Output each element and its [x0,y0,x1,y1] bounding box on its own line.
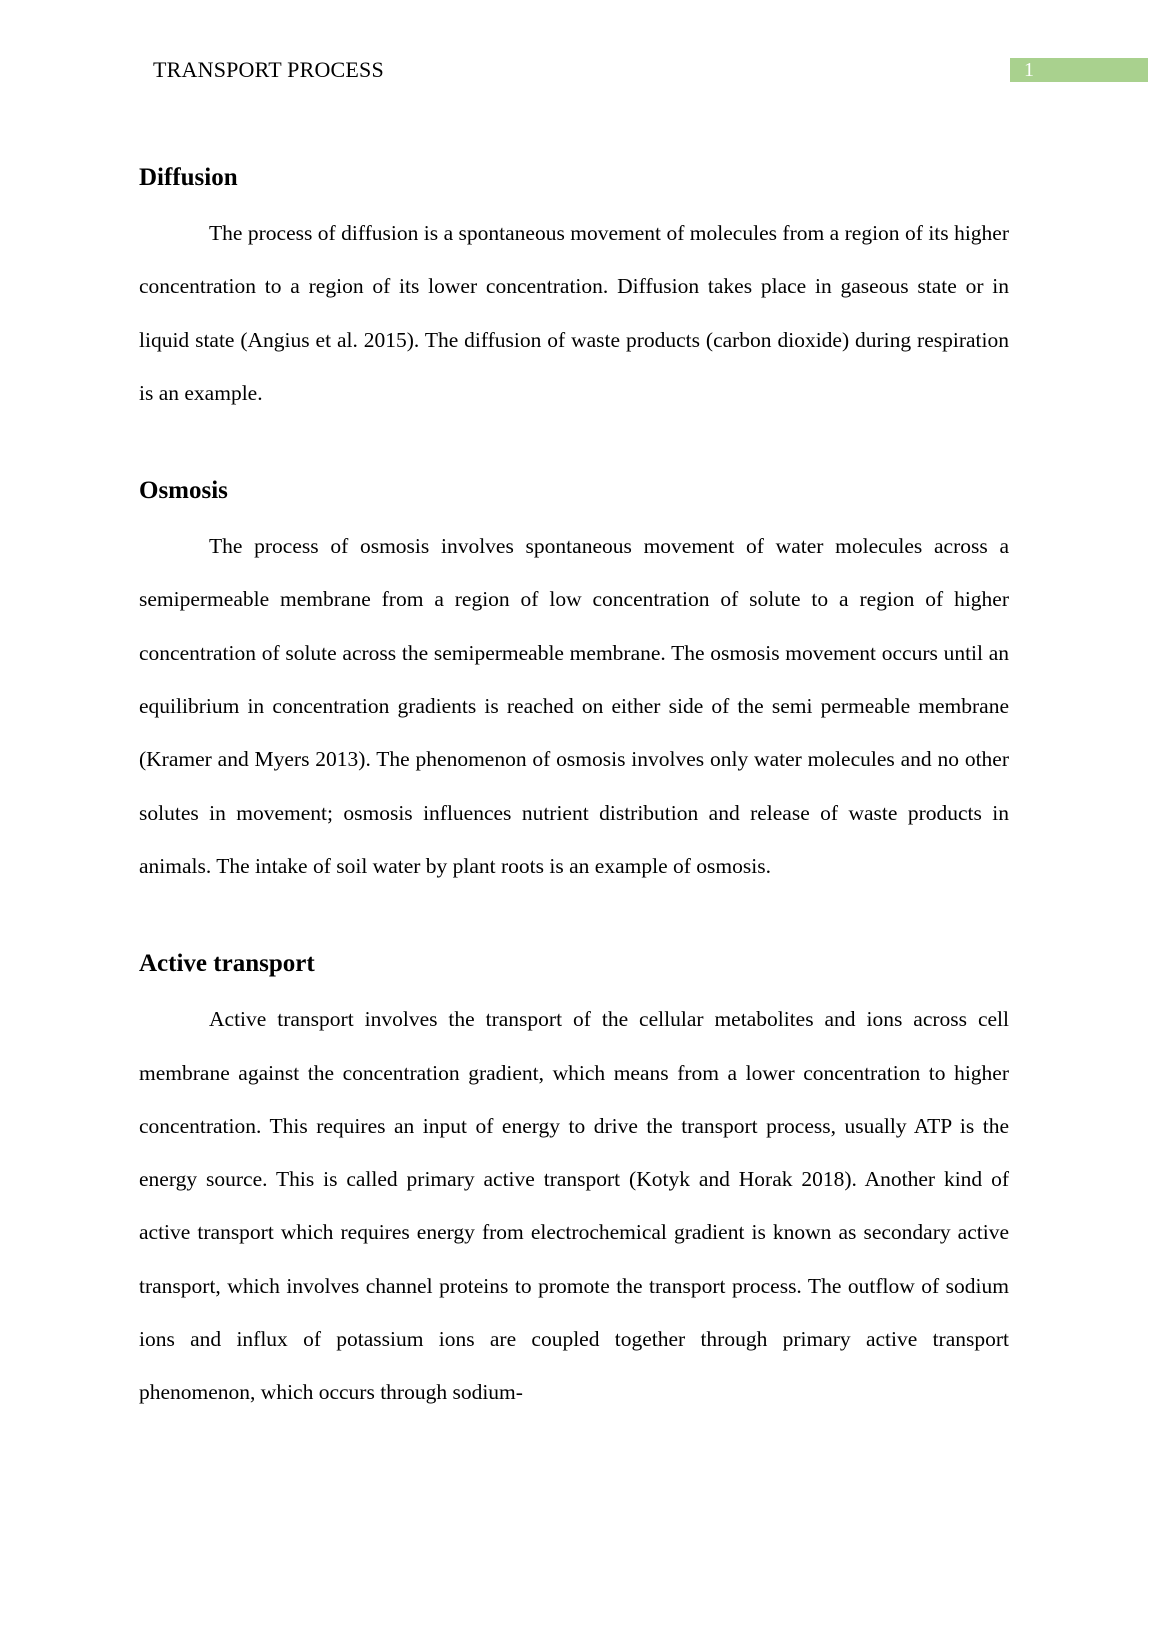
section-heading: Active transport [139,950,315,978]
page-number-badge [1010,58,1148,82]
section-heading: Osmosis [139,477,228,505]
section-diffusion [139,155,1009,420]
section-paragraph: Active transport involves the transport of the cellular metabolites and ions across cell membrane against the concentration gradient, which means from a lower concentration to higher concentration. This requires an input of energy to drive the transport process, usually ATP is the energy source. This is called primary active transport (Kotyk and Horak 2018). Another kind of active transport which requires energy from electrochemical gradient is known as secondary active transport, which involves channel proteins to promote the transport process. The outflow of sodium ions and influx of potassium ions are coupled together through primary active transport phenomenon, which occurs through sodium- [139,1007,1009,1405]
document-body [139,155,1009,1420]
section-active-transport [139,941,1009,1419]
section-paragraph: The process of diffusion is a spontaneous movement of molecules from a region of its higher concentration to a region of its lower concentration. Diffusion takes place in gaseous state or in liquid state (Angius et al. 2015). The diffusion of waste products (carbon dioxide) during respiration is an example. [139,221,1009,405]
page-number: 1 [1024,59,1034,81]
running-head: TRANSPORT PROCESS [153,57,384,82]
section-paragraph: The process of osmosis involves spontaneous movement of water molecules across a semipermeable membrane from a region of low concentration of solute to a region of higher concentration of solute across the semipermeable membrane. The osmosis movement occurs until an equilibrium in concentration gradients is reached on either side of the semi permeable membrane (Kramer and Myers 2013). The phenomenon of osmosis involves only water molecules and no other solutes in movement; osmosis influences nutrient distribution and release of waste products in animals. The intake of soil water by plant roots is an example of osmosis. [139,534,1009,878]
section-heading: Diffusion [139,164,238,191]
section-osmosis [139,468,1009,893]
